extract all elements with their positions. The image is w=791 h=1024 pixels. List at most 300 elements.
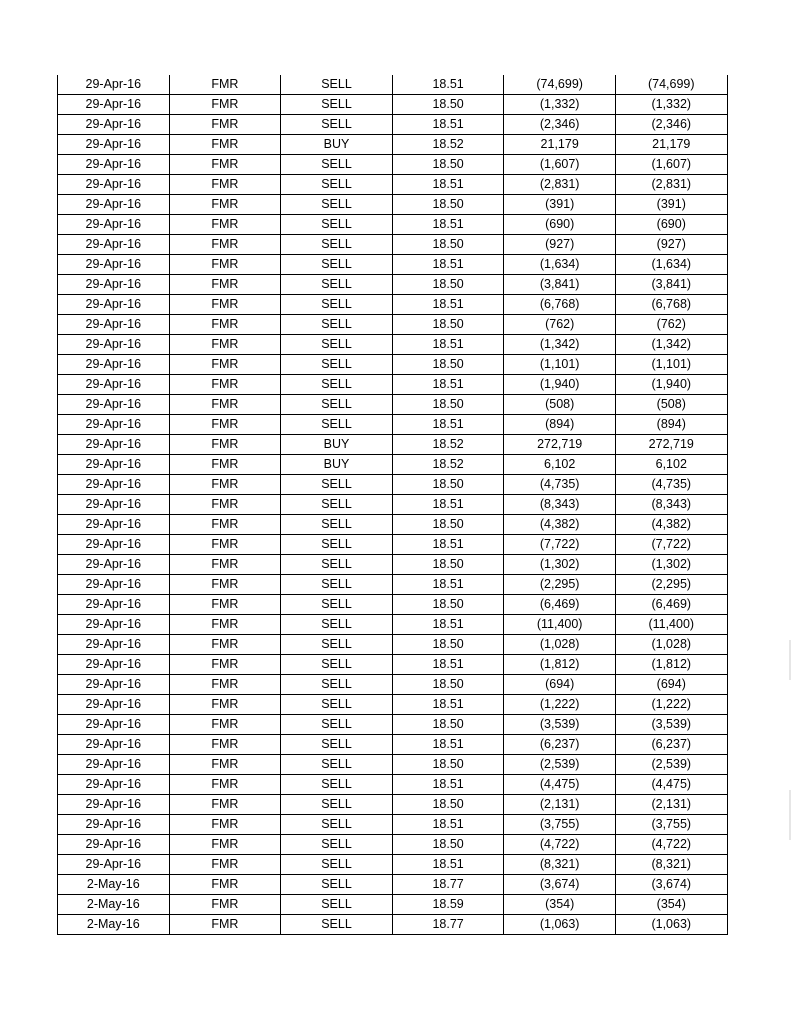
action-cell: SELL <box>281 835 393 855</box>
change-cell: (1,342) <box>615 335 727 355</box>
shares-cell: (690) <box>504 215 616 235</box>
action-cell: SELL <box>281 235 393 255</box>
price-cell: 18.50 <box>392 95 504 115</box>
date-cell: 29-Apr-16 <box>58 635 170 655</box>
action-cell: SELL <box>281 855 393 875</box>
shares-cell: (354) <box>504 895 616 915</box>
table-row <box>58 455 728 475</box>
change-cell: (74,699) <box>615 75 727 95</box>
table-row <box>58 335 728 355</box>
action-cell: SELL <box>281 275 393 295</box>
change-cell: (11,400) <box>615 615 727 635</box>
change-cell: (6,237) <box>615 735 727 755</box>
action-cell: SELL <box>281 75 393 95</box>
table-row <box>58 495 728 515</box>
price-cell: 18.51 <box>392 75 504 95</box>
shares-cell: (2,131) <box>504 795 616 815</box>
table-row <box>58 515 728 535</box>
price-cell: 18.51 <box>392 375 504 395</box>
shares-cell: (6,768) <box>504 295 616 315</box>
date-cell: 29-Apr-16 <box>58 455 170 475</box>
action-cell: SELL <box>281 735 393 755</box>
action-cell: SELL <box>281 555 393 575</box>
date-cell: 29-Apr-16 <box>58 615 170 635</box>
action-cell: SELL <box>281 495 393 515</box>
date-cell: 29-Apr-16 <box>58 395 170 415</box>
holder-cell: FMR <box>169 735 281 755</box>
shares-cell: (8,321) <box>504 855 616 875</box>
date-cell: 29-Apr-16 <box>58 255 170 275</box>
price-cell: 18.50 <box>392 755 504 775</box>
table-row <box>58 735 728 755</box>
table-row <box>58 95 728 115</box>
price-cell: 18.52 <box>392 435 504 455</box>
holder-cell: FMR <box>169 555 281 575</box>
change-cell: (1,101) <box>615 355 727 375</box>
price-cell: 18.51 <box>392 295 504 315</box>
shares-cell: (4,735) <box>504 475 616 495</box>
action-cell: SELL <box>281 355 393 375</box>
holder-cell: FMR <box>169 495 281 515</box>
date-cell: 29-Apr-16 <box>58 535 170 555</box>
shares-cell: (11,400) <box>504 615 616 635</box>
price-cell: 18.50 <box>392 595 504 615</box>
action-cell: SELL <box>281 875 393 895</box>
date-cell: 29-Apr-16 <box>58 855 170 875</box>
action-cell: SELL <box>281 475 393 495</box>
change-cell: (894) <box>615 415 727 435</box>
date-cell: 29-Apr-16 <box>58 335 170 355</box>
table-row <box>58 395 728 415</box>
change-cell: (2,346) <box>615 115 727 135</box>
price-cell: 18.77 <box>392 915 504 935</box>
table-row <box>58 235 728 255</box>
date-cell: 29-Apr-16 <box>58 655 170 675</box>
table-row <box>58 855 728 875</box>
price-cell: 18.50 <box>392 355 504 375</box>
action-cell: SELL <box>281 335 393 355</box>
change-cell: (3,841) <box>615 275 727 295</box>
shares-cell: (2,295) <box>504 575 616 595</box>
table-row <box>58 195 728 215</box>
date-cell: 2-May-16 <box>58 915 170 935</box>
date-cell: 29-Apr-16 <box>58 675 170 695</box>
table-row <box>58 875 728 895</box>
holder-cell: FMR <box>169 795 281 815</box>
table-row <box>58 255 728 275</box>
holder-cell: FMR <box>169 215 281 235</box>
shares-cell: (3,674) <box>504 875 616 895</box>
price-cell: 18.51 <box>392 495 504 515</box>
holder-cell: FMR <box>169 835 281 855</box>
action-cell: SELL <box>281 755 393 775</box>
date-cell: 29-Apr-16 <box>58 235 170 255</box>
action-cell: SELL <box>281 415 393 435</box>
action-cell: BUY <box>281 455 393 475</box>
date-cell: 29-Apr-16 <box>58 815 170 835</box>
price-cell: 18.51 <box>392 415 504 435</box>
action-cell: SELL <box>281 795 393 815</box>
holder-cell: FMR <box>169 275 281 295</box>
price-cell: 18.50 <box>392 275 504 295</box>
shares-cell: (8,343) <box>504 495 616 515</box>
date-cell: 29-Apr-16 <box>58 435 170 455</box>
action-cell: SELL <box>281 155 393 175</box>
action-cell: BUY <box>281 435 393 455</box>
date-cell: 29-Apr-16 <box>58 275 170 295</box>
holder-cell: FMR <box>169 375 281 395</box>
shares-cell: 21,179 <box>504 135 616 155</box>
date-cell: 29-Apr-16 <box>58 735 170 755</box>
change-cell: (690) <box>615 215 727 235</box>
holder-cell: FMR <box>169 675 281 695</box>
change-cell: (694) <box>615 675 727 695</box>
holder-cell: FMR <box>169 295 281 315</box>
table-row <box>58 295 728 315</box>
shares-cell: (1,342) <box>504 335 616 355</box>
price-cell: 18.51 <box>392 815 504 835</box>
change-cell: (4,735) <box>615 475 727 495</box>
change-cell: (1,634) <box>615 255 727 275</box>
change-cell: (762) <box>615 315 727 335</box>
date-cell: 29-Apr-16 <box>58 155 170 175</box>
holder-cell: FMR <box>169 175 281 195</box>
price-cell: 18.77 <box>392 875 504 895</box>
holder-cell: FMR <box>169 355 281 375</box>
price-cell: 18.51 <box>392 735 504 755</box>
table-row <box>58 895 728 915</box>
table-row <box>58 835 728 855</box>
date-cell: 29-Apr-16 <box>58 215 170 235</box>
date-cell: 29-Apr-16 <box>58 135 170 155</box>
date-cell: 29-Apr-16 <box>58 575 170 595</box>
shares-cell: (6,237) <box>504 735 616 755</box>
change-cell: (508) <box>615 395 727 415</box>
table-row <box>58 795 728 815</box>
shares-cell: (2,346) <box>504 115 616 135</box>
date-cell: 29-Apr-16 <box>58 715 170 735</box>
change-cell: (1,222) <box>615 695 727 715</box>
shares-cell: (1,332) <box>504 95 616 115</box>
action-cell: SELL <box>281 535 393 555</box>
change-cell: (3,755) <box>615 815 727 835</box>
change-cell: 6,102 <box>615 455 727 475</box>
change-cell: (1,028) <box>615 635 727 655</box>
table-row <box>58 915 728 935</box>
holder-cell: FMR <box>169 515 281 535</box>
date-cell: 29-Apr-16 <box>58 835 170 855</box>
table-row <box>58 215 728 235</box>
change-cell: (3,674) <box>615 875 727 895</box>
price-cell: 18.51 <box>392 255 504 275</box>
holder-cell: FMR <box>169 475 281 495</box>
price-cell: 18.50 <box>392 315 504 335</box>
table-row <box>58 155 728 175</box>
price-cell: 18.51 <box>392 695 504 715</box>
holder-cell: FMR <box>169 855 281 875</box>
holder-cell: FMR <box>169 535 281 555</box>
table-row <box>58 435 728 455</box>
shares-cell: (6,469) <box>504 595 616 615</box>
action-cell: SELL <box>281 175 393 195</box>
table-row <box>58 655 728 675</box>
holder-cell: FMR <box>169 715 281 735</box>
holder-cell: FMR <box>169 635 281 655</box>
holder-cell: FMR <box>169 415 281 435</box>
price-cell: 18.59 <box>392 895 504 915</box>
action-cell: SELL <box>281 915 393 935</box>
holder-cell: FMR <box>169 615 281 635</box>
change-cell: (2,831) <box>615 175 727 195</box>
date-cell: 29-Apr-16 <box>58 95 170 115</box>
holder-cell: FMR <box>169 435 281 455</box>
change-cell: (1,607) <box>615 155 727 175</box>
table-row <box>58 555 728 575</box>
shares-cell: (3,755) <box>504 815 616 835</box>
shares-cell: (1,028) <box>504 635 616 655</box>
table-row <box>58 315 728 335</box>
change-cell: (3,539) <box>615 715 727 735</box>
shares-cell: (927) <box>504 235 616 255</box>
change-cell: 272,719 <box>615 435 727 455</box>
holder-cell: FMR <box>169 575 281 595</box>
action-cell: SELL <box>281 115 393 135</box>
date-cell: 29-Apr-16 <box>58 415 170 435</box>
date-cell: 29-Apr-16 <box>58 375 170 395</box>
price-cell: 18.50 <box>392 155 504 175</box>
holder-cell: FMR <box>169 695 281 715</box>
date-cell: 2-May-16 <box>58 875 170 895</box>
table-row <box>58 715 728 735</box>
date-cell: 29-Apr-16 <box>58 315 170 335</box>
change-cell: (1,812) <box>615 655 727 675</box>
price-cell: 18.51 <box>392 775 504 795</box>
table-row <box>58 535 728 555</box>
change-cell: (927) <box>615 235 727 255</box>
date-cell: 29-Apr-16 <box>58 355 170 375</box>
price-cell: 18.52 <box>392 455 504 475</box>
action-cell: SELL <box>281 395 393 415</box>
shares-cell: 6,102 <box>504 455 616 475</box>
action-cell: SELL <box>281 315 393 335</box>
shares-cell: (1,607) <box>504 155 616 175</box>
shares-cell: (4,475) <box>504 775 616 795</box>
date-cell: 29-Apr-16 <box>58 515 170 535</box>
change-cell: (4,382) <box>615 515 727 535</box>
change-cell: (1,332) <box>615 95 727 115</box>
price-cell: 18.51 <box>392 115 504 135</box>
date-cell: 29-Apr-16 <box>58 195 170 215</box>
table-row <box>58 775 728 795</box>
table-row <box>58 635 728 655</box>
price-cell: 18.50 <box>392 715 504 735</box>
change-cell: (1,302) <box>615 555 727 575</box>
table-row <box>58 175 728 195</box>
holder-cell: FMR <box>169 395 281 415</box>
table-row <box>58 275 728 295</box>
shares-cell: (391) <box>504 195 616 215</box>
change-cell: (1,940) <box>615 375 727 395</box>
table-row <box>58 355 728 375</box>
shares-cell: (1,940) <box>504 375 616 395</box>
shares-cell: (694) <box>504 675 616 695</box>
change-cell: (2,295) <box>615 575 727 595</box>
action-cell: SELL <box>281 695 393 715</box>
holder-cell: FMR <box>169 195 281 215</box>
shares-cell: (894) <box>504 415 616 435</box>
price-cell: 18.52 <box>392 135 504 155</box>
holder-cell: FMR <box>169 235 281 255</box>
price-cell: 18.51 <box>392 855 504 875</box>
table-row <box>58 115 728 135</box>
transactions-table-body <box>58 75 728 935</box>
action-cell: SELL <box>281 195 393 215</box>
holder-cell: FMR <box>169 915 281 935</box>
change-cell: (6,768) <box>615 295 727 315</box>
holder-cell: FMR <box>169 75 281 95</box>
change-cell: (4,722) <box>615 835 727 855</box>
date-cell: 29-Apr-16 <box>58 695 170 715</box>
price-cell: 18.51 <box>392 335 504 355</box>
action-cell: SELL <box>281 615 393 635</box>
transactions-table <box>57 75 728 935</box>
price-cell: 18.50 <box>392 635 504 655</box>
table-row <box>58 575 728 595</box>
date-cell: 29-Apr-16 <box>58 115 170 135</box>
price-cell: 18.51 <box>392 615 504 635</box>
action-cell: SELL <box>281 815 393 835</box>
change-cell: (4,475) <box>615 775 727 795</box>
change-cell: (2,539) <box>615 755 727 775</box>
change-cell: (6,469) <box>615 595 727 615</box>
holder-cell: FMR <box>169 655 281 675</box>
table-row <box>58 695 728 715</box>
table-row <box>58 815 728 835</box>
table-row <box>58 615 728 635</box>
shares-cell: (74,699) <box>504 75 616 95</box>
holder-cell: FMR <box>169 115 281 135</box>
holder-cell: FMR <box>169 255 281 275</box>
shares-cell: (2,831) <box>504 175 616 195</box>
shares-cell: (3,539) <box>504 715 616 735</box>
shares-cell: (1,222) <box>504 695 616 715</box>
table-row <box>58 675 728 695</box>
action-cell: SELL <box>281 295 393 315</box>
action-cell: SELL <box>281 95 393 115</box>
table-row <box>58 755 728 775</box>
date-cell: 2-May-16 <box>58 895 170 915</box>
holder-cell: FMR <box>169 155 281 175</box>
holder-cell: FMR <box>169 775 281 795</box>
date-cell: 29-Apr-16 <box>58 175 170 195</box>
action-cell: SELL <box>281 675 393 695</box>
action-cell: SELL <box>281 215 393 235</box>
price-cell: 18.50 <box>392 555 504 575</box>
holder-cell: FMR <box>169 895 281 915</box>
table-row <box>58 415 728 435</box>
action-cell: SELL <box>281 255 393 275</box>
date-cell: 29-Apr-16 <box>58 555 170 575</box>
action-cell: SELL <box>281 635 393 655</box>
change-cell: (391) <box>615 195 727 215</box>
action-cell: SELL <box>281 655 393 675</box>
shares-cell: (7,722) <box>504 535 616 555</box>
date-cell: 29-Apr-16 <box>58 475 170 495</box>
action-cell: BUY <box>281 135 393 155</box>
shares-cell: (1,101) <box>504 355 616 375</box>
action-cell: SELL <box>281 775 393 795</box>
action-cell: SELL <box>281 515 393 535</box>
change-cell: (8,321) <box>615 855 727 875</box>
date-cell: 29-Apr-16 <box>58 75 170 95</box>
price-cell: 18.51 <box>392 575 504 595</box>
date-cell: 29-Apr-16 <box>58 295 170 315</box>
price-cell: 18.50 <box>392 475 504 495</box>
price-cell: 18.50 <box>392 195 504 215</box>
date-cell: 29-Apr-16 <box>58 595 170 615</box>
table-row <box>58 75 728 95</box>
shares-cell: (4,382) <box>504 515 616 535</box>
price-cell: 18.50 <box>392 795 504 815</box>
holder-cell: FMR <box>169 875 281 895</box>
date-cell: 29-Apr-16 <box>58 495 170 515</box>
price-cell: 18.51 <box>392 535 504 555</box>
date-cell: 29-Apr-16 <box>58 775 170 795</box>
change-cell: (8,343) <box>615 495 727 515</box>
shares-cell: (3,841) <box>504 275 616 295</box>
price-cell: 18.50 <box>392 395 504 415</box>
change-cell: (354) <box>615 895 727 915</box>
price-cell: 18.50 <box>392 515 504 535</box>
price-cell: 18.50 <box>392 235 504 255</box>
table-row <box>58 595 728 615</box>
shares-cell: (1,063) <box>504 915 616 935</box>
action-cell: SELL <box>281 575 393 595</box>
shares-cell: (2,539) <box>504 755 616 775</box>
holder-cell: FMR <box>169 95 281 115</box>
shares-cell: (1,812) <box>504 655 616 675</box>
shares-cell: 272,719 <box>504 435 616 455</box>
price-cell: 18.50 <box>392 675 504 695</box>
price-cell: 18.51 <box>392 655 504 675</box>
holder-cell: FMR <box>169 135 281 155</box>
holder-cell: FMR <box>169 455 281 475</box>
change-cell: (2,131) <box>615 795 727 815</box>
shares-cell: (1,634) <box>504 255 616 275</box>
change-cell: (7,722) <box>615 535 727 555</box>
table-row <box>58 135 728 155</box>
table-row <box>58 475 728 495</box>
price-cell: 18.50 <box>392 835 504 855</box>
shares-cell: (1,302) <box>504 555 616 575</box>
holder-cell: FMR <box>169 595 281 615</box>
shares-cell: (762) <box>504 315 616 335</box>
date-cell: 29-Apr-16 <box>58 795 170 815</box>
change-cell: (1,063) <box>615 915 727 935</box>
shares-cell: (4,722) <box>504 835 616 855</box>
holder-cell: FMR <box>169 315 281 335</box>
action-cell: SELL <box>281 595 393 615</box>
shares-cell: (508) <box>504 395 616 415</box>
holder-cell: FMR <box>169 335 281 355</box>
holder-cell: FMR <box>169 815 281 835</box>
action-cell: SELL <box>281 715 393 735</box>
date-cell: 29-Apr-16 <box>58 755 170 775</box>
change-cell: 21,179 <box>615 135 727 155</box>
action-cell: SELL <box>281 895 393 915</box>
holder-cell: FMR <box>169 755 281 775</box>
price-cell: 18.51 <box>392 175 504 195</box>
